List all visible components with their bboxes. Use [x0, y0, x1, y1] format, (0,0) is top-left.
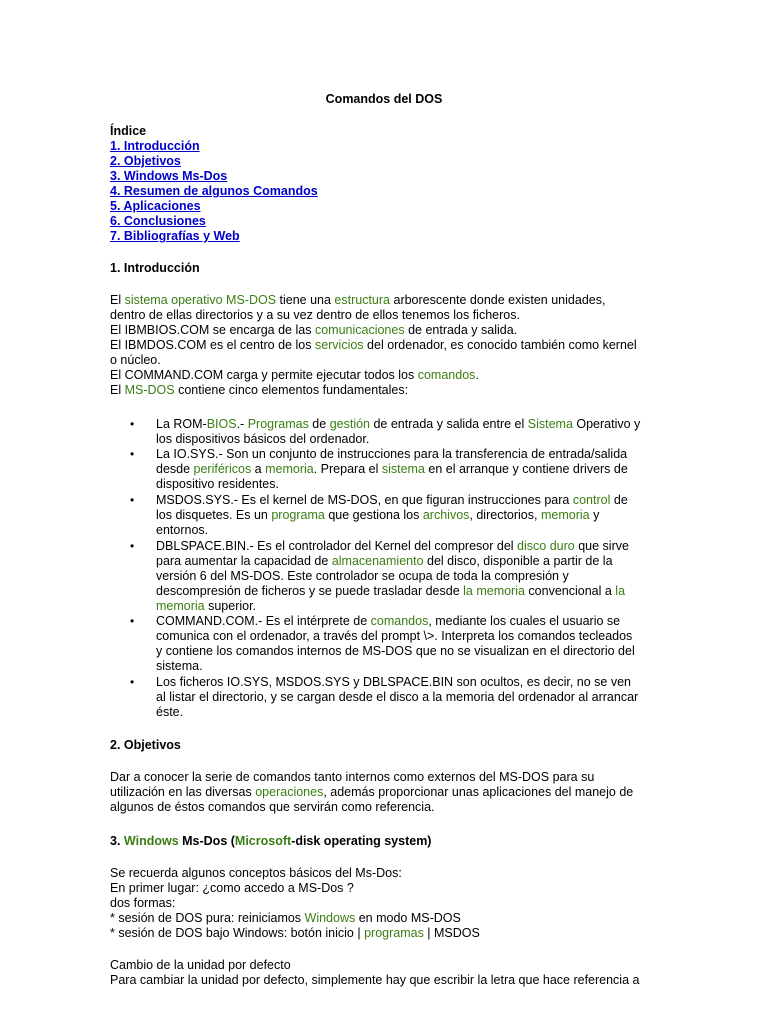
- text: éste.: [156, 705, 184, 719]
- text: , mediante los cuales el usuario se: [428, 614, 621, 628]
- keyword-link[interactable]: programas: [364, 926, 424, 940]
- keyword-link[interactable]: Microsoft: [234, 834, 292, 848]
- text: y contiene los comandos internos de MS-DOS que no se visualizan en el directorio del: [156, 644, 635, 658]
- keyword-link[interactable]: servicios: [314, 338, 364, 352]
- text: para aumentar la capacidad de: [156, 554, 332, 568]
- text: del disco, disponible a partir de la: [423, 554, 613, 568]
- keyword-link[interactable]: estructura: [334, 293, 391, 307]
- keyword-link[interactable]: Sistema: [527, 417, 573, 431]
- text: arborescente donde existen unidades,: [390, 293, 606, 307]
- text: .-: [236, 417, 248, 431]
- windows-msdos-paragraph: [110, 866, 658, 941]
- keyword-link[interactable]: la: [615, 584, 626, 598]
- text: o núcleo.: [110, 353, 161, 367]
- text: los disquetes. Es un: [156, 508, 272, 522]
- keyword-link[interactable]: comandos: [417, 368, 476, 382]
- bullet-icon: •: [130, 614, 135, 628]
- text: La ROM-: [156, 417, 207, 431]
- keyword-link[interactable]: programa: [271, 508, 325, 522]
- index-link-1[interactable]: 1. Introducción: [110, 139, 200, 153]
- list-item-hidden-files: [156, 675, 660, 720]
- text: * sesión de DOS pura: reiniciamos: [110, 911, 305, 925]
- bullet-icon: •: [130, 493, 135, 507]
- keyword-link[interactable]: memoria: [156, 599, 205, 613]
- keyword-link[interactable]: Windows: [304, 911, 356, 925]
- section-heading-introduccion: 1. Introducción: [110, 261, 200, 275]
- document-title: Comandos del DOS: [325, 92, 443, 106]
- text: La IO.SYS.- Son un conjunto de instrucciones para la transferencia de entrada/salida: [156, 447, 628, 461]
- keyword-link[interactable]: Programas: [247, 417, 309, 431]
- keyword-link[interactable]: la memoria: [463, 584, 525, 598]
- text: El COMMAND.COM carga y permite ejecutar todos los: [110, 368, 418, 382]
- bullet-icon: •: [130, 447, 135, 461]
- text: | MSDOS: [423, 926, 480, 940]
- keyword-link[interactable]: comunicaciones: [314, 323, 405, 337]
- text: tiene una: [276, 293, 335, 307]
- text: y: [589, 508, 600, 522]
- text: En primer lugar: ¿como accedo a MS-Dos ?: [110, 881, 354, 895]
- text: dentro de ellas directorios y a su vez dentro de ellos tenemos los ficheros.: [110, 308, 520, 322]
- bullet-icon: •: [130, 539, 135, 553]
- text: al listar el directorio, y se cargan desde el disco a la memoria del ordenador al arrancar: [156, 690, 639, 704]
- intro-paragraph: [110, 293, 658, 398]
- text: comunica con el ordenador, a través del prompt \>. Interpreta los comandos tecleados: [156, 629, 633, 643]
- text: en el arranque y contiene drivers de: [424, 462, 628, 476]
- cambio-unidad-paragraph: [110, 958, 658, 988]
- list-item-msdos-sys: [156, 493, 660, 538]
- text: que sirve: [574, 539, 629, 553]
- list-item-dblspace-bin: [156, 539, 660, 614]
- text: Se recuerda algunos conceptos básicos del Ms-Dos:: [110, 866, 402, 880]
- text: descompresión de ficheros y se puede trasladar desde: [156, 584, 464, 598]
- keyword-link[interactable]: sistema operativo MS-DOS: [124, 293, 277, 307]
- keyword-link[interactable]: archivos: [422, 508, 470, 522]
- index-link-4[interactable]: 4. Resumen de algunos Comandos: [110, 184, 318, 198]
- text: El IBMBIOS.COM se encarga de las: [110, 323, 315, 337]
- text: .: [475, 368, 479, 382]
- text: DBLSPACE.BIN.- Es el controlador del Kernel del compresor del: [156, 539, 518, 553]
- keyword-link[interactable]: disco duro: [517, 539, 575, 553]
- keyword-link[interactable]: BIOS: [206, 417, 237, 431]
- text: versión 6 del MS-DOS. Este controlador se ocupa de toda la compresión y: [156, 569, 569, 583]
- text: El: [110, 383, 125, 397]
- text: superior.: [204, 599, 257, 613]
- keyword-link[interactable]: periféricos: [193, 462, 252, 476]
- text: . Prepara el: [313, 462, 382, 476]
- text: COMMAND.COM.- Es el intérprete de: [156, 614, 371, 628]
- text: de entrada y salida.: [404, 323, 518, 337]
- text: , directorios,: [469, 508, 541, 522]
- keyword-link[interactable]: memoria: [265, 462, 314, 476]
- text: Cambio de la unidad por defecto: [110, 958, 291, 972]
- section-heading-windows-msdos: [110, 834, 658, 849]
- text: Ms-Dos (: [178, 834, 235, 848]
- text: de: [610, 493, 628, 507]
- text: utilización en las diversas: [110, 785, 256, 799]
- text: Operativo y: [572, 417, 641, 431]
- list-item-io-sys: [156, 447, 660, 492]
- text: MSDOS.SYS.- Es el kernel de MS-DOS, en que figuran instrucciones para: [156, 493, 573, 507]
- keyword-link[interactable]: operaciones: [255, 785, 324, 799]
- text: contiene cinco elementos fundamentales:: [174, 383, 409, 397]
- index-link-6[interactable]: 6. Conclusiones: [110, 214, 206, 228]
- list-item-command-com: [156, 614, 660, 674]
- text: Dar a conocer la serie de comandos tanto internos como externos del MS-DOS para su: [110, 770, 595, 784]
- keyword-link[interactable]: almacenamiento: [331, 554, 424, 568]
- text: dos formas:: [110, 896, 176, 910]
- index-link-2[interactable]: 2. Objetivos: [110, 154, 181, 168]
- text: del ordenador, es conocido también como kernel: [363, 338, 637, 352]
- text: de: [308, 417, 330, 431]
- text: Para cambiar la unidad por defecto, simplemente hay que escribir la letra que hace referencia a: [110, 973, 640, 987]
- text: algunos de éstos comandos que servirán como referencia.: [110, 800, 435, 814]
- keyword-link[interactable]: memoria: [540, 508, 590, 522]
- text: sistema.: [156, 659, 203, 673]
- index-link-7[interactable]: 7. Bibliografías y Web: [110, 229, 240, 243]
- bullet-icon: •: [130, 417, 135, 431]
- index-section: [110, 124, 658, 244]
- text: Los ficheros IO.SYS, MSDOS.SYS y DBLSPACE.BIN son ocultos, es decir, no se ven: [156, 675, 631, 689]
- keyword-link[interactable]: MS-DOS: [124, 383, 175, 397]
- keyword-link[interactable]: comandos: [370, 614, 429, 628]
- keyword-link[interactable]: sistema: [381, 462, 425, 476]
- text: entornos.: [156, 523, 209, 537]
- text: convencional a: [524, 584, 616, 598]
- objetivos-paragraph: [110, 770, 658, 815]
- index-heading: Índice: [110, 124, 147, 138]
- keyword-link[interactable]: gestión: [329, 417, 370, 431]
- text: que gestiona los: [324, 508, 423, 522]
- keyword-link[interactable]: control: [572, 493, 611, 507]
- index-link-3[interactable]: 3. Windows Ms-Dos: [110, 169, 228, 183]
- text: 3.: [110, 834, 124, 848]
- text: El IBMDOS.COM es el centro de los: [110, 338, 315, 352]
- section-heading-objetivos: 2. Objetivos: [110, 738, 181, 752]
- keyword-link[interactable]: Windows: [123, 834, 179, 848]
- list-item-rom-bios: [156, 417, 660, 447]
- bullet-icon: •: [130, 675, 135, 689]
- text: de entrada y salida entre el: [370, 417, 528, 431]
- text: desde: [156, 462, 194, 476]
- text: El: [110, 293, 125, 307]
- text: * sesión de DOS bajo Windows: botón inicio |: [110, 926, 365, 940]
- text: en modo MS-DOS: [355, 911, 461, 925]
- text: dispositivo residentes.: [156, 477, 279, 491]
- text: , además proporcionar unas aplicaciones del manejo de: [323, 785, 634, 799]
- index-link-5[interactable]: 5. Aplicaciones: [110, 199, 201, 213]
- text: a: [251, 462, 266, 476]
- text: -disk operating system): [291, 834, 432, 848]
- text: los dispositivos básicos del ordenador.: [156, 432, 370, 446]
